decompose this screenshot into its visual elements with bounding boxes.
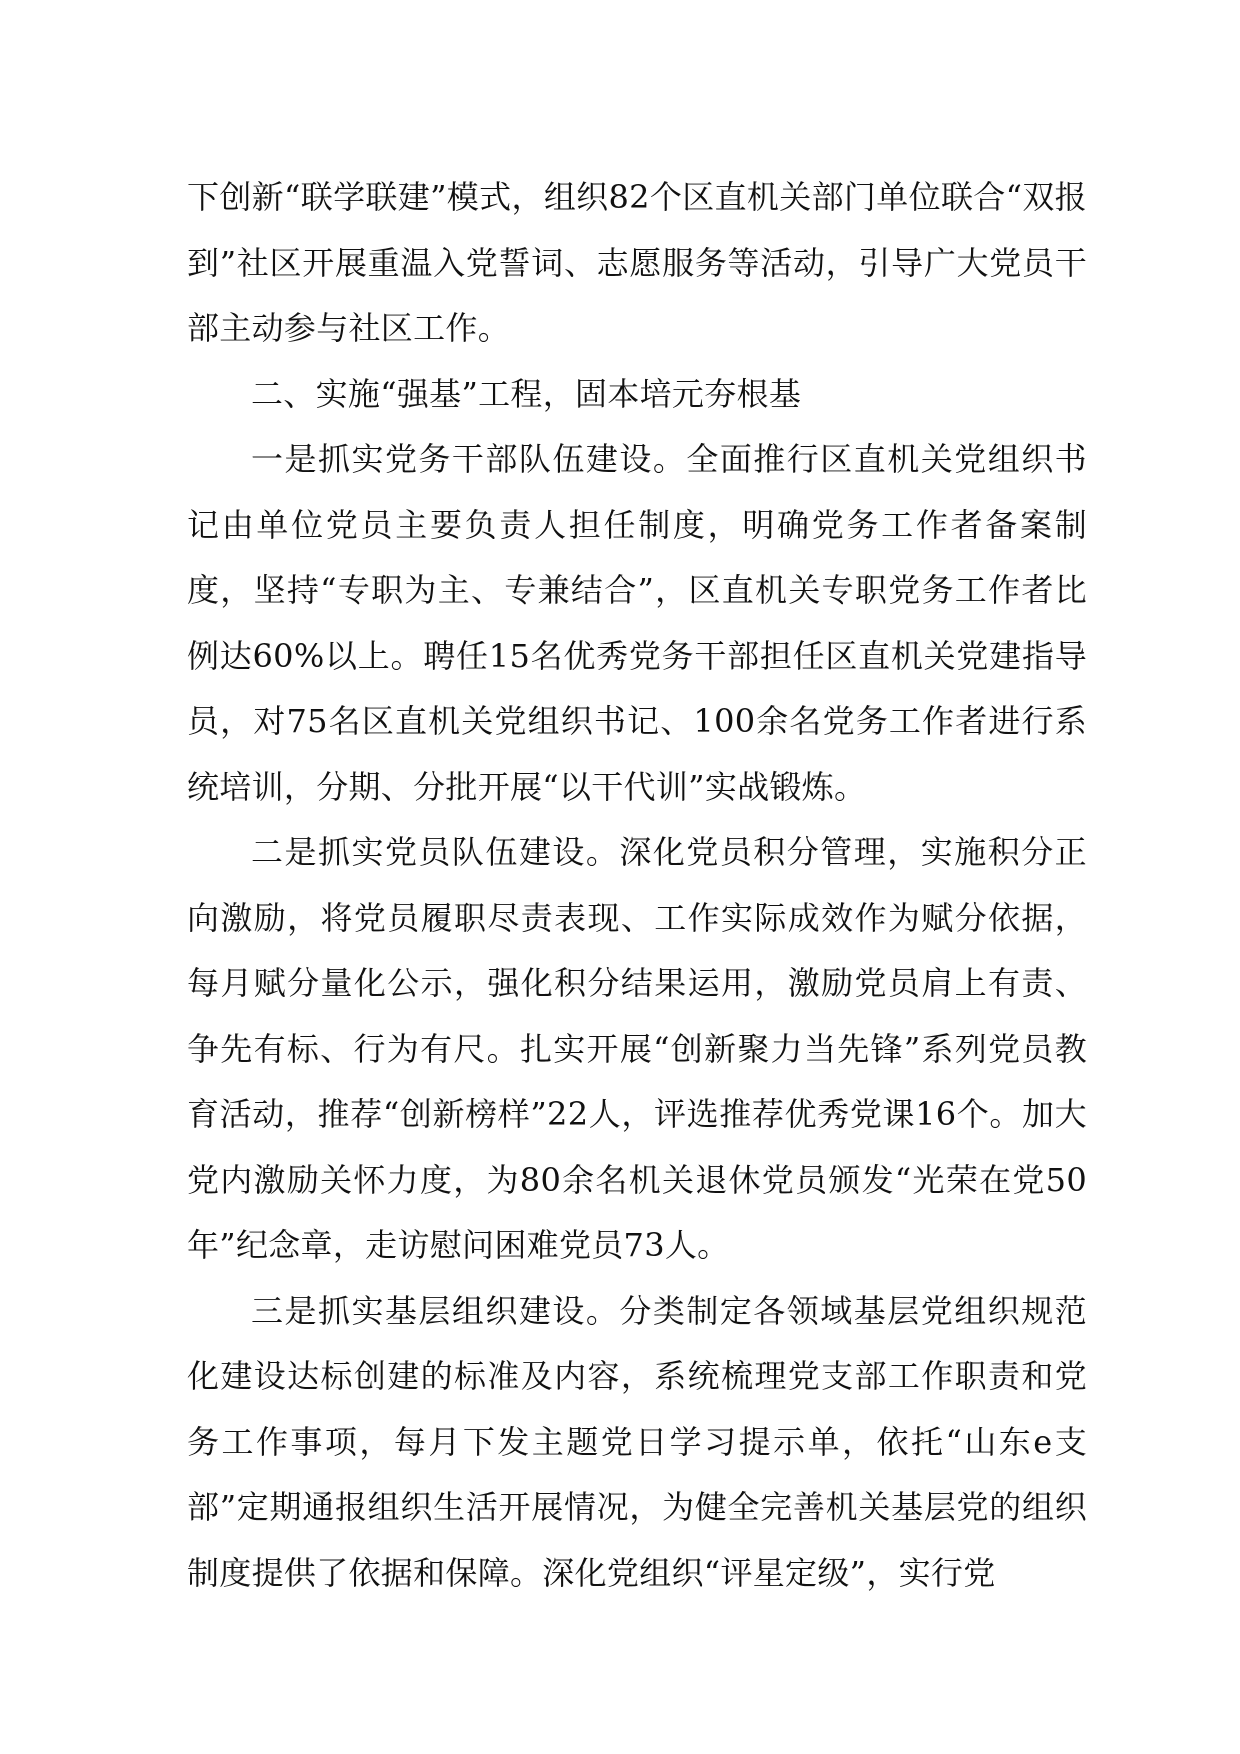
paragraph-continuation: 下创新“联学联建”模式，组织82个区直机关部门单位联合“双报到”社区开展重温入党誓词、志愿服务等活动，引导广大党员干部主动参与社区工作。: [187, 178, 1087, 347]
document-body: [187, 165, 1087, 1606]
section-heading: 二、实施“强基”工程，固本培元夯根基: [251, 374, 802, 413]
paragraph-party-members: 二是抓实党员队伍建设。深化党员积分管理，实施积分正向激励，将党员履职尽责表现、工作实际成效作为赋分依据，每月赋分量化公示，强化积分结果运用，激励党员肩上有责、争先有标、行为有尺。扎实开展“创新聚力当先锋”系列党员教育活动，推荐“创新榜样”22人，评选推荐优秀党课16个。加大党内激励关怀力度，为80余名机关退休党员颁发“光荣在党50年”纪念章，走访慰问困难党员73人。: [187, 833, 1087, 1264]
paragraph-party-affairs-cadres: 一是抓实党务干部队伍建设。全面推行区直机关党组织书记由单位党员主要负责人担任制度，明确党务工作者备案制度，坚持“专职为主、专兼结合”，区直机关专职党务工作者比例达60%以上。聘任15名优秀党务干部担任区直机关党建指导员，对75名区直机关党组织书记、100余名党务工作者进行系统培训，分期、分批开展“以干代训”实战锻炼。: [187, 440, 1087, 806]
paragraph-grassroots-organization: 三是抓实基层组织建设。分类制定各领域基层党组织规范化建设达标创建的标准及内容，系统梳理党支部工作职责和党务工作事项，每月下发主题党日学习提示单，依托“山东e支部”定期通报组织生活开展情况，为健全完善机关基层党的组织制度提供了依据和保障。深化党组织“评星定级”，实行党: [187, 1291, 1087, 1592]
